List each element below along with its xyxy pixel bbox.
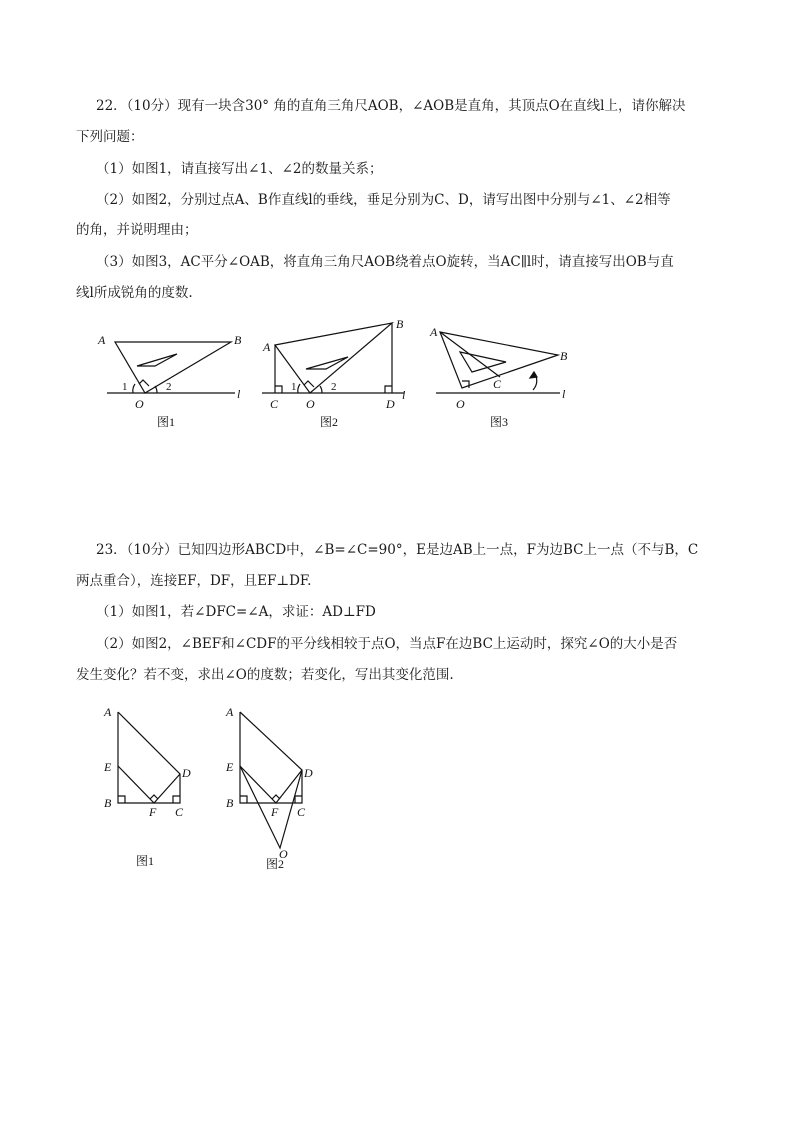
fig2-label-1: 1 bbox=[291, 381, 297, 393]
q23-line-2: 两点重合），连接EF，DF，且EF⊥DF. bbox=[76, 573, 312, 589]
q23fig1-caption: 图1 bbox=[136, 854, 155, 868]
fig3-caption: 图3 bbox=[490, 415, 509, 429]
fig2-label-B: B bbox=[396, 317, 404, 331]
q23-figure-2 bbox=[222, 700, 322, 880]
q22-line-2: 下列问题： bbox=[76, 129, 144, 145]
fig2-label-A: A bbox=[263, 340, 271, 354]
q23fig1-label-B: B bbox=[104, 796, 112, 810]
fig3-label-O: O bbox=[456, 397, 465, 411]
fig3-label-B: B bbox=[560, 349, 568, 363]
fig1-label-1: 1 bbox=[122, 381, 128, 393]
q23fig1-label-A: A bbox=[104, 705, 112, 719]
fig2-label-D: D bbox=[386, 397, 395, 411]
fig1-label-O: O bbox=[135, 397, 144, 411]
q23-line-5: 发生变化？若不变，求出∠O的度数；若变化，写出其变化范围. bbox=[76, 667, 454, 683]
q23-line-4: （2）如图2，∠BEF和∠CDF的平分线相较于点O，当点F在边BC上运动时，探究∠O的大小是否 bbox=[96, 636, 678, 652]
fig3-label-A: A bbox=[430, 325, 438, 339]
q23-figure-1 bbox=[100, 700, 200, 880]
q23-line-3: （1）如图1，若∠DFC=∠A，求证：AD⊥FD bbox=[96, 604, 376, 620]
q23fig2-label-A: A bbox=[226, 705, 234, 719]
q23fig2-label-B: B bbox=[226, 796, 234, 810]
fig2-label-2: 2 bbox=[331, 381, 337, 393]
q22-line-3: （1）如图1，请直接写出∠1、∠2的数量关系； bbox=[96, 161, 383, 177]
fig2-caption: 图2 bbox=[320, 415, 339, 429]
q22-line-6: （3）如图3，AC平分∠OAB，将直角三角尺AOB绕着点O旋转，当AC∥l时，请直接写出OB与直 bbox=[96, 254, 674, 270]
fig1-label-2: 2 bbox=[166, 381, 172, 393]
q23-line-1: 23．（10分）已知四边形ABCD中，∠B=∠C=90°，E是边AB上一点，F为边BC上一点（不与B，C bbox=[96, 542, 699, 558]
q23fig2-label-O: O bbox=[279, 847, 288, 861]
q22-figure-3 bbox=[430, 320, 590, 435]
q22-line-1: 22．（10分）现有一块含30° 角的直角三角尺AOB，∠AOB是直角，其顶点O在直线l上，请你解决 bbox=[96, 98, 686, 114]
fig1-label-A: A bbox=[98, 333, 106, 347]
q22-line-4: （2）如图2，分别过点A、B作直线l的垂线，垂足分别为C、D，请写出图中分别与∠1、∠2相等 bbox=[96, 192, 671, 208]
fig3-label-l: l bbox=[562, 387, 566, 401]
q23fig2-caption: 图2 bbox=[266, 857, 285, 871]
q22-figure-1 bbox=[95, 320, 255, 435]
q23fig2-label-F: F bbox=[271, 805, 279, 819]
fig1-label-l: l bbox=[237, 387, 241, 401]
q23fig1-label-C: C bbox=[175, 805, 184, 819]
q23fig1-label-D: D bbox=[182, 766, 191, 780]
fig3-label-C: C bbox=[493, 377, 502, 391]
q23fig2-label-C: C bbox=[297, 805, 306, 819]
q23fig1-label-E: E bbox=[104, 760, 112, 774]
q23fig1-label-F: F bbox=[149, 805, 157, 819]
fig1-label-B: B bbox=[234, 333, 242, 347]
q22-line-5: 的角，并说明理由； bbox=[76, 222, 198, 238]
fig2-label-l: l bbox=[402, 388, 406, 402]
q22-figure-2 bbox=[262, 315, 422, 435]
q23fig2-label-D: D bbox=[304, 766, 313, 780]
q22-line-7: 线l所成锐角的度数. bbox=[76, 285, 193, 301]
q23fig2-label-E: E bbox=[226, 760, 234, 774]
fig2-label-O: O bbox=[306, 397, 315, 411]
fig1-caption: 图1 bbox=[157, 415, 176, 429]
fig2-label-C: C bbox=[270, 397, 279, 411]
